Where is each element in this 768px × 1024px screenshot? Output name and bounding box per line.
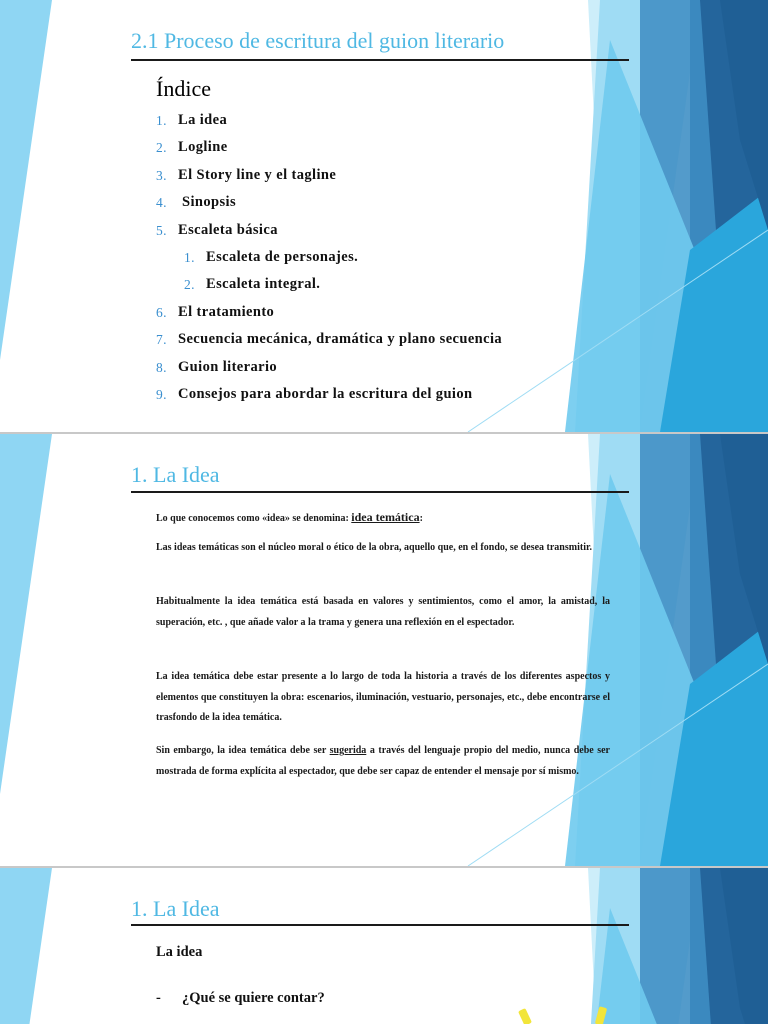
slide-la-idea — [0, 434, 768, 866]
slide-index — [0, 0, 768, 432]
question-item: - ¿Qué se quiere contar? — [156, 990, 325, 1006]
slide-background-graphic — [0, 434, 768, 866]
index-item[interactable]: 6. El tratamiento — [156, 303, 275, 320]
sugerida-term: sugerida — [329, 745, 367, 756]
index-item[interactable]: 4. Sinopsis — [156, 194, 237, 211]
index-item[interactable]: 2. Logline — [156, 139, 228, 156]
paragraph-2: Las ideas temáticas son el núcleo moral o ético de la obra, aquello que, en el fondo, se desea transmitir. — [156, 542, 592, 553]
slide-title: 1. La Idea — [131, 896, 220, 921]
title-underline — [131, 924, 629, 926]
paragraph-5: Sin embargo, la idea temática debe ser sugerida a través del lenguaje propio del medio, nunca debe ser mostrada de forma explícita al espectador, que debe ser capaz de entender el mensaje por sí mismo. — [156, 745, 610, 777]
index-item[interactable]: 3. El Story line y el tagline — [156, 166, 337, 183]
paragraph-4: La idea temática debe estar presente a lo largo de toda la historia a través de los diferentes aspectos y elementos que constituyen la obra: escenarios, iluminación, vestuario, personajes, etc., debe encontrarse el trasfondo de la idea temática. — [156, 671, 610, 723]
index-item[interactable]: 1. La idea — [156, 112, 228, 128]
index-item[interactable]: 5. Escaleta básica — [156, 221, 278, 238]
index-item[interactable]: 7. Secuencia mecánica, dramática y plano secuencia — [156, 331, 503, 348]
slide-title: 1. La Idea — [131, 462, 220, 487]
title-underline — [131, 491, 629, 493]
index-subitem[interactable]: 1. Escaleta de personajes. — [184, 249, 359, 266]
slide-title: 2.1 Proceso de escritura del guion literario — [131, 28, 505, 53]
slide-la-idea-2 — [0, 868, 768, 1024]
paragraph-3: Habitualmente la idea temática está basada en valores y sentimientos, como el amor, la amistad, la superación, etc. , que añade valor a la trama y genera una reflexión en el espectador. — [156, 596, 610, 628]
slide-background-graphic — [0, 868, 768, 1024]
index-list — [156, 107, 596, 408]
sun-decoration-icon — [515, 1003, 615, 1024]
index-subitem[interactable]: 2. Escaleta integral. — [184, 276, 321, 293]
paragraph-1: Lo que conocemos como «idea» se denomina: idea temática: — [156, 510, 423, 524]
idea-tematica-term: idea temática — [351, 510, 420, 524]
title-underline — [131, 59, 629, 61]
section-label: La idea — [156, 944, 203, 960]
index-item[interactable]: 8. Guion literario — [156, 358, 278, 375]
index-heading: Índice — [156, 76, 211, 101]
index-item[interactable]: 9. Consejos para abordar la escritura del guion — [156, 386, 473, 403]
